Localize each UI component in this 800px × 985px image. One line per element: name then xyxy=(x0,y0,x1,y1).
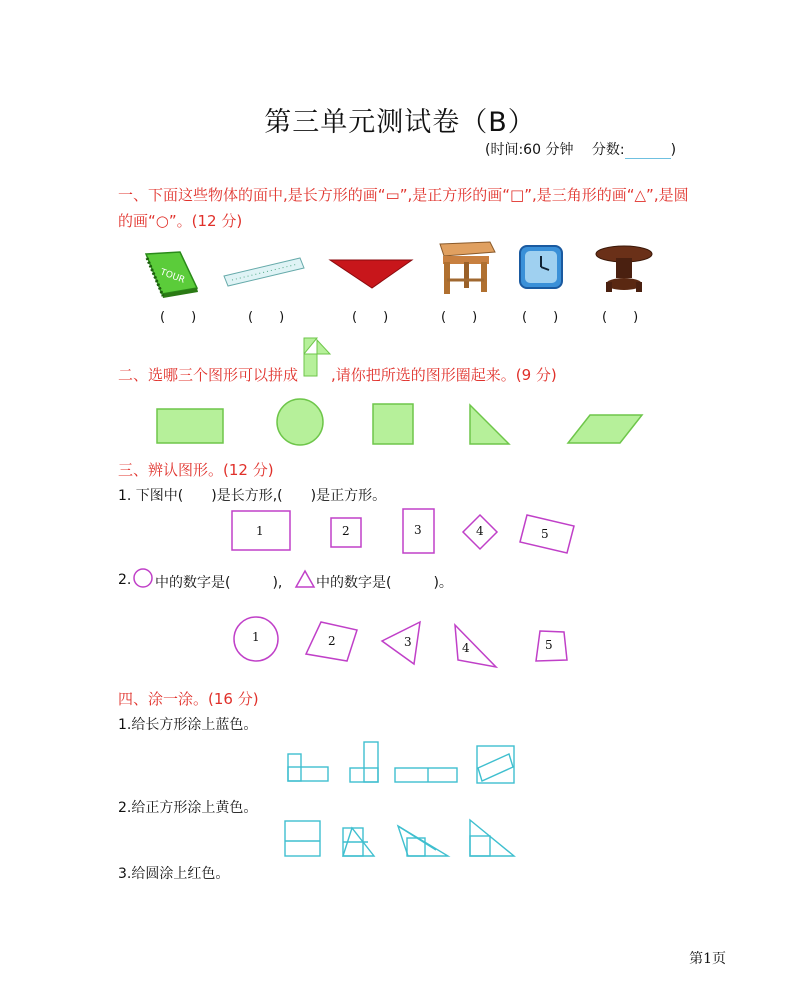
stool-icon xyxy=(440,242,495,294)
section4-q1: 1.给长方形涂上蓝色。 xyxy=(118,717,258,733)
answer-slot-4[interactable]: ( ) xyxy=(441,310,478,325)
green-circle[interactable] xyxy=(277,399,323,445)
section3-q2-circle-text: 中的数字是( ), xyxy=(155,575,283,591)
section1-line2: 的画“○”。(12 分) xyxy=(118,212,243,230)
green-square[interactable] xyxy=(373,404,413,444)
shape-label-4: 4 xyxy=(476,524,484,538)
circle-icon xyxy=(134,569,152,587)
section3-heading: 三、辨认图形。(12 分) xyxy=(118,461,274,479)
notebook-icon xyxy=(146,252,198,298)
ruler-icon xyxy=(224,258,304,286)
shape-label-3: 3 xyxy=(414,523,422,537)
figure-square-group-2[interactable] xyxy=(343,828,374,856)
shape2-label-3: 3 xyxy=(404,635,412,649)
answer-slot-2[interactable]: ( ) xyxy=(248,310,285,325)
section3-q1: 1. 下图中( )是长方形,( )是正方形。 xyxy=(118,488,387,504)
time-score-close: ) xyxy=(670,142,677,158)
shape-label-2: 2 xyxy=(342,524,350,538)
answer-slot-6[interactable]: ( ) xyxy=(602,310,639,325)
answer-slot-3[interactable]: ( ) xyxy=(352,310,389,325)
green-parallelogram[interactable] xyxy=(568,415,642,443)
figure-square-group-1[interactable] xyxy=(285,821,320,856)
section4-q2: 2.给正方形涂上黄色。 xyxy=(118,800,258,816)
green-rectangle[interactable] xyxy=(157,409,223,443)
figure-square-group-3[interactable] xyxy=(398,826,448,856)
figure-rect-group-4[interactable] xyxy=(477,746,514,783)
shape2-label-4: 4 xyxy=(462,641,470,655)
section4-q3: 3.给圆涂上红色。 xyxy=(118,866,230,882)
answer-slot-5[interactable]: ( ) xyxy=(522,310,559,325)
figure-rect-group-3[interactable] xyxy=(395,768,457,782)
clock-icon xyxy=(520,246,562,288)
composite-shape-icon xyxy=(304,338,330,376)
section2-text-a: 二、选哪三个图形可以拼成 xyxy=(118,366,299,384)
section3-q2-triangle-text: 中的数字是( )。 xyxy=(316,575,453,591)
triangle-icon xyxy=(296,571,314,587)
figure-rect-group-1[interactable] xyxy=(288,754,328,781)
section2-text-b: ,请你把所选的图形圈起来。(9 分) xyxy=(331,366,557,384)
section3-q2-number: 2. xyxy=(118,572,132,588)
section1-line1: 一、下面这些物体的面中,是长方形的画“▭”,是正方形的画“□”,是三角形的画“△”,是圆 xyxy=(118,186,689,204)
figure-rect-group-2[interactable] xyxy=(350,742,378,782)
answer-slot-1[interactable]: ( ) xyxy=(160,310,197,325)
table-icon xyxy=(596,246,652,292)
shape-triangle-3 xyxy=(382,622,420,664)
page-number: 第1页 xyxy=(689,951,726,967)
svg-text:TOUR: TOUR xyxy=(158,267,187,286)
page-title: 第三单元测试卷（B） xyxy=(264,107,536,138)
green-triangle[interactable] xyxy=(470,405,509,444)
scarf-icon xyxy=(330,260,412,288)
section4-heading: 四、涂一涂。(16 分) xyxy=(118,690,259,708)
shape-label-1: 1 xyxy=(256,524,264,538)
shape2-label-1: 1 xyxy=(252,630,260,644)
time-score-text: (时间:60 分钟 分数: xyxy=(485,142,625,158)
shape2-label-5: 5 xyxy=(545,638,553,652)
shape2-label-2: 2 xyxy=(328,634,336,648)
shape-label-5: 5 xyxy=(541,527,549,541)
figure-square-group-4[interactable] xyxy=(470,820,514,856)
